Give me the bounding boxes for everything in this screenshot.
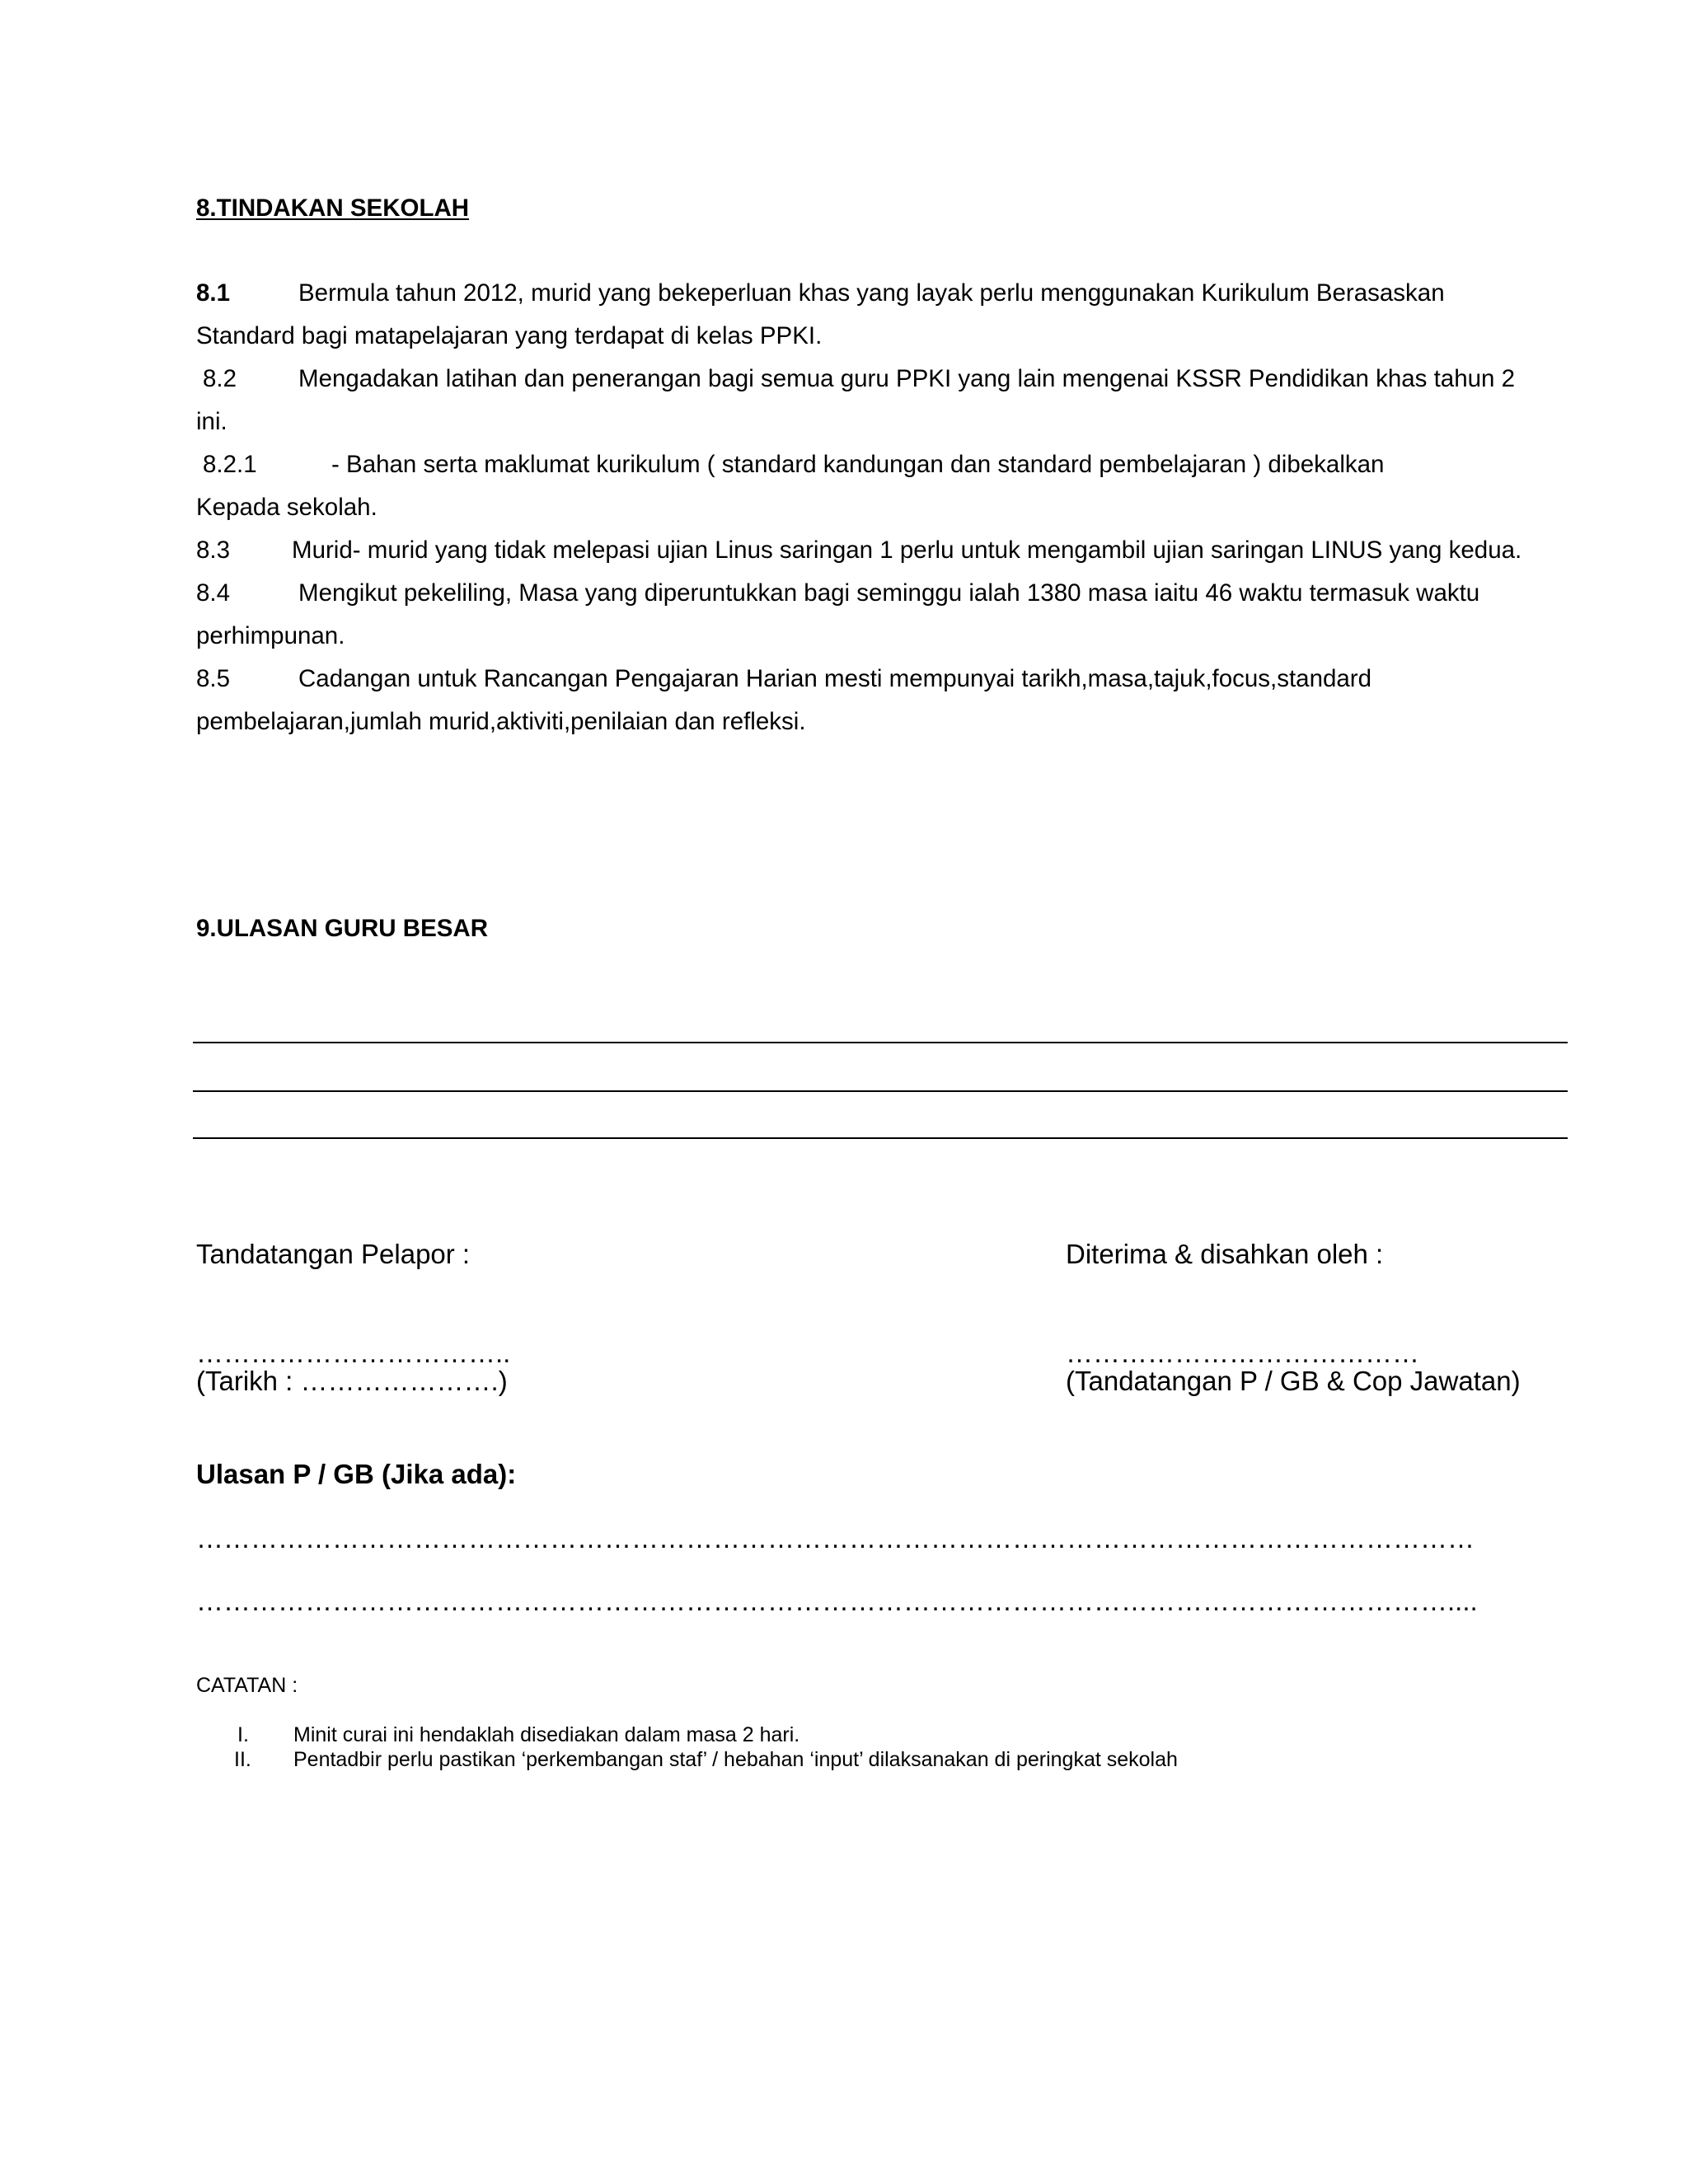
item-8-5-continuation: pembelajaran,jumlah murid,aktiviti,penilaian dan refleksi. (196, 708, 806, 735)
item-8-2 (203, 364, 1515, 394)
comment-line-1 (193, 1042, 1568, 1043)
item-8-1 (196, 279, 1445, 308)
item-8-4-continuation: perhimpunan. (196, 622, 345, 649)
item-text: Cadangan untuk Rancangan Pengajaran Harian mesti mempunyai tarikh,masa,tajuk,focus,standard (298, 665, 1372, 692)
ulasan-dots-line-1: …………………………………………………………………………………………………………………………… (196, 1523, 1475, 1554)
catatan-text: Minit curai ini hendaklah disediakan dalam masa 2 hari. (293, 1723, 800, 1746)
approval-label: Diterima & disahkan oleh : (1066, 1239, 1384, 1269)
section-9-heading: 9.ULASAN GURU BESAR (196, 915, 489, 942)
comment-line-3 (193, 1137, 1568, 1139)
reporter-signature-dots: …………………………….. (196, 1338, 511, 1368)
approval-caption: (Tandatangan P / GB & Cop Jawatan) (1066, 1366, 1521, 1396)
item-number: 8.2 (203, 365, 237, 392)
reporter-signature-label: Tandatangan Pelapor : (196, 1239, 471, 1269)
catatan-item-1 (237, 1722, 799, 1747)
catatan-number: II. (234, 1748, 251, 1771)
item-8-5 (196, 664, 1372, 694)
item-text: Bermula tahun 2012, murid yang bekeperluan khas yang layak perlu menggunakan Kurikulum Berasaskan (298, 279, 1445, 307)
item-text: Murid- murid yang tidak melepasi ujian Linus saringan 1 perlu untuk mengambil ujian saringan LINUS yang kedua. (292, 537, 1522, 564)
item-text: Mengadakan latihan dan penerangan bagi semua guru PPKI yang lain mengenai KSSR Pendidikan khas tahun 2 (298, 365, 1516, 392)
approval-signature-dots: ………………………………… (1066, 1338, 1419, 1368)
comment-line-2 (193, 1090, 1568, 1092)
item-number: 8.4 (196, 579, 231, 607)
reporter-date: (Tarikh : ………………….) (196, 1366, 508, 1396)
item-number: 8.1 (196, 279, 231, 307)
item-number: 8.5 (196, 665, 231, 692)
item-text: - Bahan serta maklumat kurikulum ( standard kandungan dan standard pembelajaran ) dibekalkan (331, 451, 1385, 478)
item-8-4 (196, 579, 1479, 608)
item-8-2-continuation: ini. (196, 408, 227, 435)
item-text: Mengikut pekeliling, Masa yang diperuntukkan bagi seminggu ialah 1380 masa iaitu 46 waktu termasuk waktu (298, 579, 1480, 607)
ulasan-title: Ulasan P / GB (Jika ada): (196, 1459, 517, 1489)
ulasan-dots-line-2: ………………………………………………………………………………………………………………………….... (196, 1586, 1478, 1616)
catatan-number: I. (237, 1723, 249, 1746)
catatan-label: CATATAN : (196, 1674, 298, 1697)
item-8-1-continuation: Standard bagi matapelajaran yang terdapat di kelas PPKI. (196, 322, 823, 349)
item-8-2-1 (203, 450, 1384, 480)
section-8-heading: 8.TINDAKAN SEKOLAH (196, 194, 470, 222)
item-number: 8.2.1 (203, 451, 257, 478)
catatan-item-2 (234, 1747, 1178, 1772)
item-8-3 (196, 536, 1522, 565)
item-number: 8.3 (196, 537, 231, 564)
item-8-2-1-continuation: Kepada sekolah. (196, 494, 377, 521)
catatan-text: Pentadbir perlu pastikan ‘perkembangan staf’ / hebahan ‘input’ dilaksanakan di peringkat sekolah (293, 1748, 1178, 1771)
